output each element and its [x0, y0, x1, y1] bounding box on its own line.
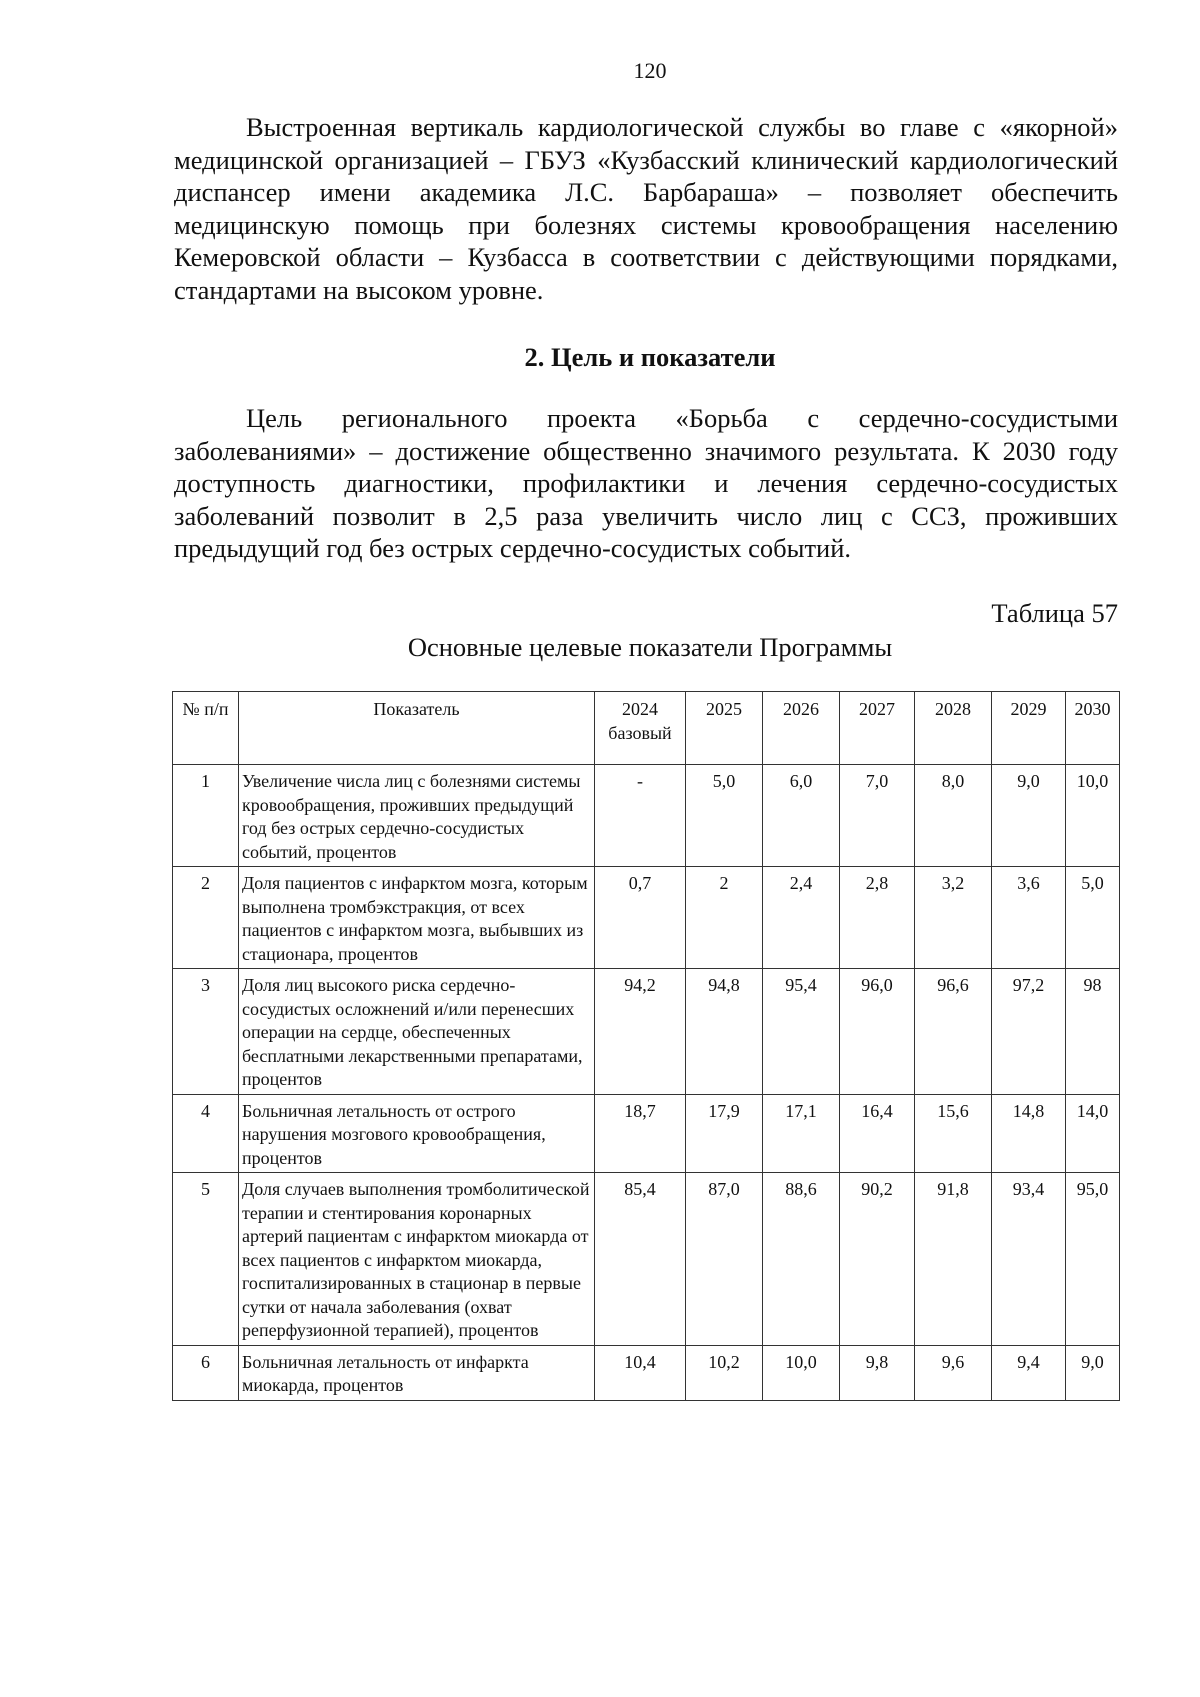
indicator-value: 95,4 [763, 969, 840, 1095]
indicator-name: Увеличение числа лиц с болезнями системы кровообращения, проживших предыдущий год без острых сердечно-сосудистых событий, процентов [239, 765, 595, 867]
header-2025: 2025 [686, 692, 763, 765]
row-number: 1 [173, 765, 239, 867]
header-2027: 2027 [840, 692, 915, 765]
indicator-name: Больничная летальность от инфаркта миокарда, процентов [239, 1345, 595, 1400]
indicator-value: 14,8 [992, 1094, 1066, 1173]
header-2026: 2026 [763, 692, 840, 765]
indicator-value: 3,6 [992, 867, 1066, 969]
row-number: 5 [173, 1173, 239, 1346]
indicator-value: 3,2 [915, 867, 992, 969]
indicator-value: 94,8 [686, 969, 763, 1095]
header-2024-year: 2024 [622, 699, 658, 719]
intro-paragraph-text: Выстроенная вертикаль кардиологической службы во главе с «якорной» медицинской организацией – ГБУЗ «Кузбасский клинический кардиологический диспансер имени академика Л.С. Барбараша» – позволяет обеспечить медицинскую помощь при болезнях системы кровообращения населению Кемеровской области – Кузбасса в соответствии с действующими порядками, стандартами на высоком уровне. [174, 112, 1118, 305]
indicator-value: 87,0 [686, 1173, 763, 1346]
table-row [173, 1173, 1120, 1346]
indicator-value: 9,0 [992, 765, 1066, 867]
indicator-value: 5,0 [1066, 867, 1120, 969]
section-heading: 2. Цель и показатели [524, 342, 776, 372]
indicator-value: 9,6 [915, 1345, 992, 1400]
indicator-value: 17,1 [763, 1094, 840, 1173]
indicator-value: 17,9 [686, 1094, 763, 1173]
indicator-value: 90,2 [840, 1173, 915, 1346]
indicator-value: 7,0 [840, 765, 915, 867]
row-number: 2 [173, 867, 239, 969]
indicator-value: 5,0 [686, 765, 763, 867]
indicator-value: 97,2 [992, 969, 1066, 1095]
indicator-value: 15,6 [915, 1094, 992, 1173]
table-row [173, 867, 1120, 969]
indicator-value: 2 [686, 867, 763, 969]
indicator-value: 88,6 [763, 1173, 840, 1346]
indicator-value: 9,4 [992, 1345, 1066, 1400]
indicator-value: 14,0 [1066, 1094, 1120, 1173]
header-indicator: Показатель [239, 692, 595, 765]
indicator-value: 85,4 [595, 1173, 686, 1346]
indicator-value: 10,2 [686, 1345, 763, 1400]
table-row [173, 969, 1120, 1095]
indicators-table [172, 691, 1120, 1401]
header-2024 [595, 692, 686, 765]
indicator-value: 9,0 [1066, 1345, 1120, 1400]
page-number: 120 [633, 58, 667, 83]
table-row [173, 765, 1120, 867]
header-2024-note: базовый [608, 722, 672, 743]
indicator-name: Доля пациентов с инфарктом мозга, которым выполнена тромбэкстракция, от всех пациентов с инфарктом мозга, выбывших из стационара, процентов [239, 867, 595, 969]
table-label: Таблица 57 [991, 598, 1118, 628]
header-2028: 2028 [915, 692, 992, 765]
indicator-value: 91,8 [915, 1173, 992, 1346]
indicator-value: 98 [1066, 969, 1120, 1095]
indicator-name: Больничная летальность от острого нарушения мозгового кровообращения, процентов [239, 1094, 595, 1173]
indicator-value: 0,7 [595, 867, 686, 969]
table-body [173, 765, 1120, 1401]
indicator-value: 2,8 [840, 867, 915, 969]
indicator-value: 9,8 [840, 1345, 915, 1400]
indicator-name: Доля лиц высокого риска сердечно-сосудистых осложнений и/или перенесших операции на сердце, обеспеченных бесплатными лекарственными препаратами, процентов [239, 969, 595, 1095]
indicator-value: 96,0 [840, 969, 915, 1095]
table-header-row [173, 692, 1120, 765]
indicator-value: 8,0 [915, 765, 992, 867]
table-row [173, 1094, 1120, 1173]
indicator-value: 94,2 [595, 969, 686, 1095]
table-row [173, 1345, 1120, 1400]
header-num: № п/п [173, 692, 239, 765]
indicator-value: 10,0 [1066, 765, 1120, 867]
indicator-value: - [595, 765, 686, 867]
row-number: 4 [173, 1094, 239, 1173]
header-2029: 2029 [992, 692, 1066, 765]
row-number: 6 [173, 1345, 239, 1400]
indicator-value: 16,4 [840, 1094, 915, 1173]
indicator-value: 6,0 [763, 765, 840, 867]
indicator-value: 2,4 [763, 867, 840, 969]
intro-paragraph [174, 111, 1118, 306]
header-2030: 2030 [1066, 692, 1120, 765]
indicator-name: Доля случаев выполнения тромболитической терапии и стентирования коронарных артерий пациентам с инфарктом миокарда от всех пациентов с инфарктом миокарда, госпитализированных в стационар в первые сутки от начала заболевания (охват реперфузионной терапией), процентов [239, 1173, 595, 1346]
indicator-value: 96,6 [915, 969, 992, 1095]
indicator-value: 95,0 [1066, 1173, 1120, 1346]
indicator-value: 18,7 [595, 1094, 686, 1173]
indicator-value: 93,4 [992, 1173, 1066, 1346]
indicator-value: 10,0 [763, 1345, 840, 1400]
goal-paragraph [174, 402, 1118, 565]
table-title: Основные целевые показатели Программы [407, 632, 893, 662]
row-number: 3 [173, 969, 239, 1095]
goal-paragraph-text: Цель регионального проекта «Борьба с сердечно-сосудистыми заболеваниями» – достижение общественно значимого результата. К 2030 году доступность диагностики, профилактики и лечения сердечно-сосудистых заболеваний позволит в 2,5 раза увеличить число лиц с ССЗ, проживших предыдущий год без острых сердечно-сосудистых событий. [174, 403, 1118, 563]
indicator-value: 10,4 [595, 1345, 686, 1400]
